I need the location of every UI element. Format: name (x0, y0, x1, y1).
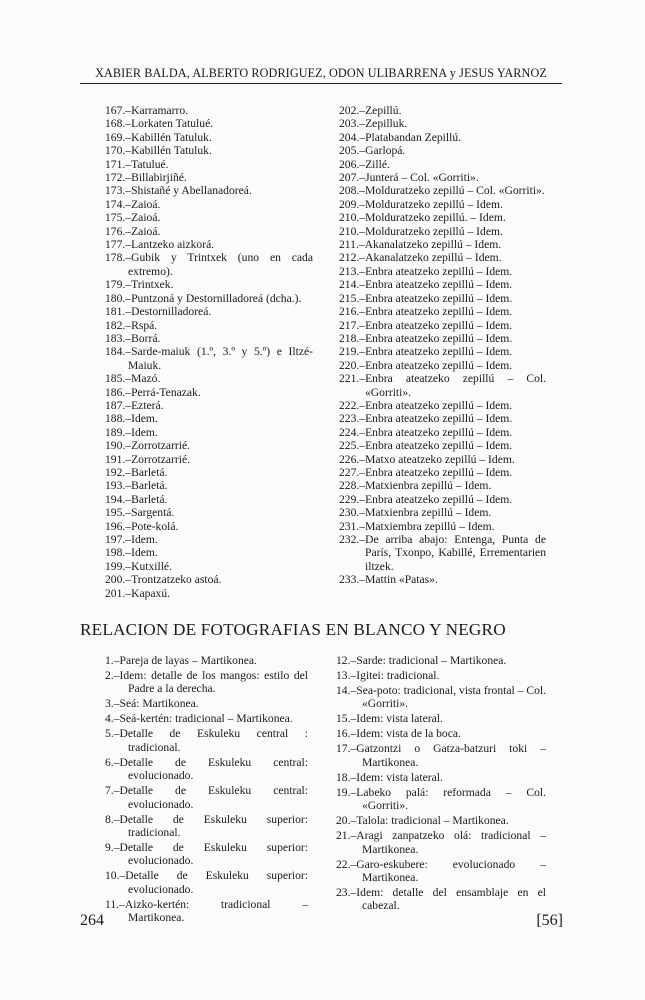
list-item: 222.–Enbra ateatzeko zepillú – Idem. (339, 398, 513, 412)
list-item: 208.–Molduratzeko zepillú – Col. «Gorriti». (339, 184, 545, 198)
list-item: 169.–Kabillén Tatuluk. (105, 130, 212, 144)
list-item: 2.–Idem: detalle de los mangos: estilo del Padre a la derecha. (105, 669, 308, 696)
list-item: 205.–Garlopá. (339, 144, 406, 158)
figure-list-right-column (339, 104, 546, 587)
list-item: 226.–Matxo ateatzeko zepillú – Idem. (339, 452, 515, 466)
list-item: 5.–Detalle de Eskuleku central : tradicional. (105, 727, 308, 754)
list-item: 210.–Molduratzeko zepillú. – Idem. (339, 211, 506, 225)
list-item: 231.–Matxiembra zepillú – Idem. (339, 519, 495, 533)
list-item: 192.–Barletá. (105, 465, 168, 479)
running-header: XABIER BALDA, ALBERTO RODRIGUEZ, ODON ULIBARRENA y JESUS YARNOZ (95, 66, 547, 80)
list-item: 21.–Aragi zanpatzeko olá: tradicional – Martikonea. (336, 829, 546, 856)
list-item: 174.–Zaioá. (105, 197, 161, 211)
list-item: 171.–Tatulué. (105, 157, 169, 171)
list-item: 211.–Akanalatzeko zepillú – Idem. (339, 238, 502, 252)
list-item: 191.–Zorrotzarrié. (105, 452, 190, 466)
list-item: 225.–Enbra ateatzeko zepillú – Idem. (339, 439, 513, 453)
list-item: 22.–Garo-eskubere: evolucionado – Martikonea. (336, 857, 546, 885)
list-item: 177.–Lantzeko aizkorá. (105, 238, 215, 252)
list-item: 215.–Enbra ateatzeko zepillú – Idem. (339, 291, 513, 305)
list-item: 223.–Enbra ateatzeko zepillú – Idem. (339, 412, 513, 426)
list-item: 178.–Gubik y Trintxek (uno en cada extremo). (105, 251, 313, 278)
list-item: 217.–Enbra ateatzeko zepillú – Idem. (339, 318, 513, 332)
list-item: 185.–Mazó. (105, 372, 161, 386)
photo-list-right-column (336, 654, 546, 914)
list-item: 10.–Detalle de Eskuleku superior: evolucionado. (105, 869, 308, 896)
list-item: 20.–Talola: tradicional – Martikonea. (336, 814, 509, 828)
list-item: 7.–Detalle de Eskuleku central: evolucionado. (105, 784, 308, 811)
list-item: 202.–Zepillú. (339, 104, 402, 117)
list-item: 187.–Ezterá. (105, 398, 164, 412)
list-item: 196.–Pote-kolá. (105, 519, 179, 533)
list-item: 16.–Idem: vista de la boca. (336, 727, 461, 741)
figure-list-left-column (105, 104, 313, 600)
list-item: 203.–Zepilluk. (339, 117, 408, 131)
page-number: 264 (80, 912, 104, 929)
list-item: 186.–Perrá-Tenazak. (105, 385, 201, 399)
list-item: 229.–Enbra ateatzeko zepillú – Idem. (339, 492, 513, 506)
list-item: 175.–Zaioá. (105, 211, 161, 225)
list-item: 204.–Platabandan Zepillú. (339, 130, 462, 144)
list-item: 206.–Zillé. (339, 157, 390, 171)
list-item: 13.–Igitei: tradicional. (336, 669, 440, 682)
list-item: 189.–Idem. (105, 425, 158, 439)
list-item: 183.–Borrá. (105, 331, 161, 345)
list-item: 199.–Kutxillé. (105, 559, 172, 573)
list-item: 172.–Billabirjiñé. (105, 171, 187, 185)
list-item: 12.–Sarde: tradicional – Martikonea. (336, 654, 507, 667)
list-item: 200.–Trontzatzeko astoá. (105, 573, 222, 587)
list-item: 213.–Enbra ateatzeko zepillú – Idem. (339, 264, 513, 278)
list-item: 193.–Barletá. (105, 479, 168, 493)
list-item: 180.–Puntzoná y Destornilladoreá (dcha.). (105, 291, 302, 305)
list-item: 167.–Karramarro. (105, 104, 189, 117)
list-item: 188.–Idem. (105, 412, 158, 426)
list-item: 216.–Enbra ateatzeko zepillú – Idem. (339, 305, 513, 319)
list-item: 184.–Sarde-maiuk (1.º, 3.º y 5.º) e Iltzé-Maiuk. (105, 345, 313, 372)
list-item: 210.–Molduratzeko zepillú – Idem. (339, 224, 503, 238)
list-item: 15.–Idem: vista lateral. (336, 712, 443, 726)
list-item: 176.–Zaioá. (105, 224, 161, 238)
list-item: 232.–De arriba abajo: Entenga, Punta de París, Txonpo, Kabillé, Errementarien iltzek. (339, 533, 546, 573)
list-item: 181.–Destornilladoreá. (105, 305, 212, 319)
list-item: 224.–Enbra ateatzeko zepillú – Idem. (339, 425, 513, 439)
list-item: 201.–Kapaxú. (105, 586, 171, 600)
list-item: 3.–Seá: Martikonea. (105, 697, 199, 711)
list-item: 6.–Detalle de Eskuleku central: evolucionado. (105, 755, 308, 783)
list-item: 228.–Matxienbra zepillú – Idem. (339, 479, 492, 493)
list-item: 17.–Gatzontzi o Gatza-batzuri toki – Martikonea. (336, 742, 546, 769)
list-item: 198.–Idem. (105, 546, 158, 560)
list-item: 197.–Idem. (105, 533, 158, 546)
list-item: 221.–Enbra ateatzeko zepillú – Col. «Gorriti». (339, 372, 546, 399)
list-item: 4.–Seá-kertén: tradicional – Martikonea. (105, 712, 293, 726)
list-item: 220.–Enbra ateatzeko zepillú – Idem. (339, 358, 513, 372)
list-item: 1.–Pareja de layas – Martikonea. (105, 654, 257, 667)
section-title: RELACION DE FOTOGRAFIAS EN BLANCO Y NEGRO (80, 620, 506, 639)
list-item: 14.–Sea-poto: tradicional, vista frontal – Col. «Gorriti». (336, 684, 546, 711)
list-item: 230.–Matxienbra zepillú – Idem. (339, 506, 492, 520)
list-item: 195.–Sargentá. (105, 506, 175, 520)
list-item: 227.–Enbra ateatzeko zepillú – Idem. (339, 465, 513, 479)
list-item: 9.–Detalle de Eskuleku superior: evolucionado. (105, 841, 308, 868)
list-item: 233.–Mattin «Patas». (339, 573, 438, 587)
list-item: 182.–Rspá. (105, 318, 158, 332)
list-item: 170.–Kabillén Tatuluk. (105, 144, 212, 158)
list-item: 218.–Enbra ateatzeko zepillú – Idem. (339, 331, 513, 345)
list-item: 8.–Detalle de Eskuleku superior: tradicional. (105, 812, 308, 840)
photo-list-left-column (105, 654, 308, 926)
list-item: 190.–Zorrotzarrié. (105, 439, 190, 453)
list-item: 19.–Labeko palá: reformada – Col. «Gorriti». (336, 785, 546, 813)
list-item: 214.–Enbra ateatzeko zepillú – Idem. (339, 278, 513, 292)
list-item: 207.–Junterá – Col. «Gorriti». (339, 171, 479, 185)
list-item: 173.–Shistañé y Abellanadoreá. (105, 184, 252, 198)
list-item: 209.–Molduratzeko zepillú – Idem. (339, 197, 503, 211)
folio-number: [56] (536, 912, 563, 929)
list-item: 18.–Idem: vista lateral. (336, 770, 443, 784)
list-item: 11.–Aizko-kertén: tradicional – Martikonea. (105, 897, 308, 925)
list-item: 194.–Barletá. (105, 492, 168, 506)
list-item: 179.–Trintxek. (105, 278, 174, 292)
header-rule (80, 83, 562, 84)
list-item: 219.–Enbra ateatzeko zepillú – Idem. (339, 345, 513, 359)
list-item: 23.–Idem: detalle del ensamblaje en el cabezal. (336, 886, 546, 913)
list-item: 212.–Akanalatzeko zepillú – Idem. (339, 251, 502, 265)
list-item: 168.–Lorkaten Tatulué. (105, 117, 214, 131)
